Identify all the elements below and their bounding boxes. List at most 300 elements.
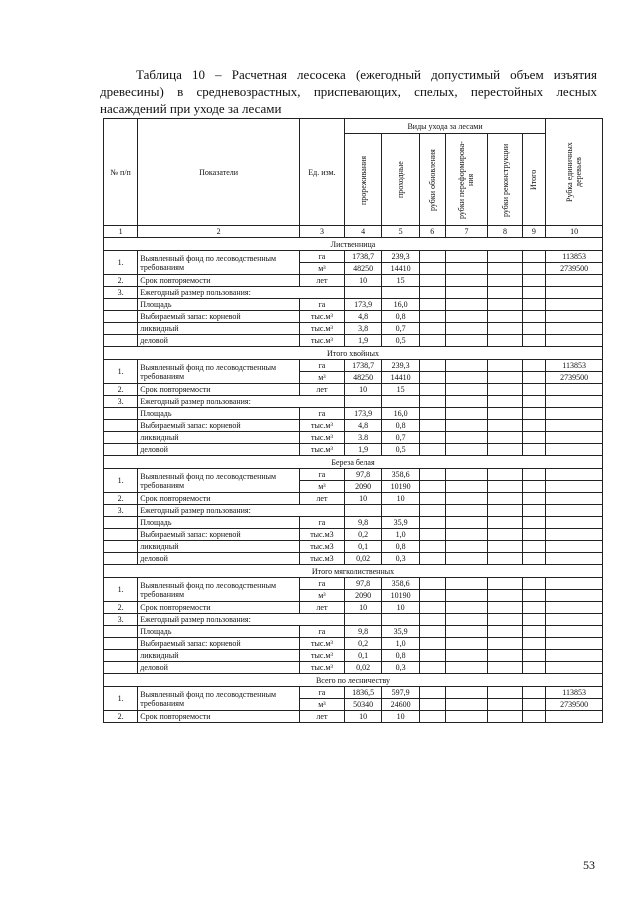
row-number: 2. — [104, 384, 138, 396]
empty-cell — [104, 553, 138, 565]
empty-cell — [382, 614, 419, 626]
empty-cell — [488, 638, 522, 650]
table-row — [104, 505, 603, 517]
empty-cell — [104, 408, 138, 420]
value-cell: 0,8 — [382, 420, 419, 432]
empty-cell — [344, 505, 381, 517]
table-row — [104, 553, 603, 565]
empty-cell — [104, 323, 138, 335]
unit: га — [299, 408, 344, 420]
value-cell: 10 — [382, 493, 419, 505]
care-type-header: Итого — [522, 134, 546, 226]
section-header: Итого мягколиственных — [104, 565, 603, 578]
empty-cell — [522, 360, 546, 372]
value-cell: 50340 — [344, 699, 381, 711]
value-cell: 0,7 — [382, 323, 419, 335]
indicator-label: Выявленный фонд по лесоводственным требованиям — [138, 687, 300, 711]
empty-cell — [522, 638, 546, 650]
row-number: 2. — [104, 493, 138, 505]
table-row — [104, 602, 603, 614]
indicator-label: Выявленный фонд по лесоводственным требованиям — [138, 360, 300, 384]
empty-cell — [488, 614, 522, 626]
empty-cell — [488, 505, 522, 517]
col-num-header: № п/п — [104, 119, 138, 226]
empty-cell — [445, 372, 488, 384]
empty-cell — [419, 699, 445, 711]
table-row — [104, 432, 603, 444]
empty-cell — [445, 420, 488, 432]
empty-cell — [522, 590, 546, 602]
indicator-label: деловой — [138, 553, 300, 565]
value-cell: 113853 — [546, 360, 603, 372]
empty-cell — [445, 311, 488, 323]
empty-cell — [522, 420, 546, 432]
unit: тыс.м3 — [299, 553, 344, 565]
empty-cell — [522, 408, 546, 420]
table-row — [104, 360, 603, 372]
value-cell: 3,8 — [344, 323, 381, 335]
empty-cell — [419, 408, 445, 420]
empty-cell — [522, 311, 546, 323]
table-row — [104, 335, 603, 347]
table-row — [104, 444, 603, 456]
empty-cell — [104, 650, 138, 662]
row-number: 1. — [104, 578, 138, 602]
empty-cell — [488, 590, 522, 602]
empty-cell — [104, 335, 138, 347]
indicator-label: Площадь — [138, 299, 300, 311]
column-number: 5 — [382, 226, 419, 238]
empty-cell — [546, 287, 603, 299]
care-type-header: проходные — [382, 134, 419, 226]
empty-cell — [522, 275, 546, 287]
empty-cell — [488, 335, 522, 347]
unit: лет — [299, 711, 344, 723]
empty-cell — [445, 493, 488, 505]
value-cell: 10 — [382, 602, 419, 614]
empty-cell — [445, 287, 488, 299]
table-row — [104, 687, 603, 699]
empty-cell — [419, 481, 445, 493]
empty-cell — [445, 650, 488, 662]
unit: м³ — [299, 590, 344, 602]
empty-cell — [382, 287, 419, 299]
unit: тыс.м³ — [299, 650, 344, 662]
empty-cell — [522, 432, 546, 444]
empty-cell — [419, 311, 445, 323]
value-cell: 0,02 — [344, 662, 381, 674]
indicator-label: Выбираемый запас: корневой — [138, 420, 300, 432]
value-cell: 10 — [344, 275, 381, 287]
empty-cell — [522, 553, 546, 565]
care-type-header: рубки переформирова-ния — [445, 134, 488, 226]
empty-cell — [445, 687, 488, 699]
unit: тыс.м³ — [299, 335, 344, 347]
value-cell: 16,0 — [382, 299, 419, 311]
column-number: 10 — [546, 226, 603, 238]
indicator-label: Выбираемый запас: корневой — [138, 311, 300, 323]
empty-cell — [546, 432, 603, 444]
value-cell: 4,8 — [344, 311, 381, 323]
value-cell: 239,3 — [382, 251, 419, 263]
empty-cell — [104, 517, 138, 529]
empty-cell — [419, 420, 445, 432]
row-number: 1. — [104, 687, 138, 711]
empty-cell — [488, 553, 522, 565]
unit: га — [299, 626, 344, 638]
value-cell: 2739500 — [546, 699, 603, 711]
empty-cell — [546, 444, 603, 456]
empty-cell — [488, 251, 522, 263]
empty-cell — [488, 650, 522, 662]
empty-cell — [445, 299, 488, 311]
empty-cell — [104, 638, 138, 650]
empty-cell — [488, 711, 522, 723]
value-cell: 15 — [382, 275, 419, 287]
unit: га — [299, 360, 344, 372]
indicator-label: Выявленный фонд по лесоводственным требованиям — [138, 578, 300, 602]
row-number: 3. — [104, 287, 138, 299]
empty-cell — [546, 650, 603, 662]
table-row — [104, 469, 603, 481]
table-row — [104, 396, 603, 408]
unit: тыс.м3 — [299, 541, 344, 553]
indicator-label: деловой — [138, 662, 300, 674]
indicator-label: Срок повторяемости — [138, 602, 300, 614]
empty-cell — [419, 384, 445, 396]
table-row — [104, 238, 603, 251]
empty-cell — [382, 505, 419, 517]
empty-cell — [419, 662, 445, 674]
empty-cell — [419, 578, 445, 590]
table-row — [104, 420, 603, 432]
indicator-label: деловой — [138, 444, 300, 456]
unit: га — [299, 299, 344, 311]
unit: га — [299, 578, 344, 590]
value-cell: 0,1 — [344, 650, 381, 662]
empty-cell — [546, 505, 603, 517]
indicator-label: Выявленный фонд по лесоводственным требованиям — [138, 469, 300, 493]
care-type-header: рубки реконструкции — [488, 134, 522, 226]
empty-cell — [546, 553, 603, 565]
empty-cell — [445, 529, 488, 541]
value-cell: 1,9 — [344, 444, 381, 456]
table-caption — [100, 66, 597, 117]
indicator-label: ликвидный — [138, 432, 300, 444]
value-cell: 97,8 — [344, 469, 381, 481]
indicator-label: Выбираемый запас: корневой — [138, 529, 300, 541]
empty-cell — [419, 505, 445, 517]
unit: тыс.м³ — [299, 323, 344, 335]
value-cell: 358,6 — [382, 578, 419, 590]
empty-cell — [546, 275, 603, 287]
table-row — [104, 674, 603, 687]
value-cell: 14410 — [382, 372, 419, 384]
unit: м³ — [299, 481, 344, 493]
empty-cell — [522, 578, 546, 590]
care-type-header: прореживания — [344, 134, 381, 226]
empty-cell — [546, 517, 603, 529]
empty-cell — [419, 432, 445, 444]
empty-cell — [522, 626, 546, 638]
empty-cell — [445, 408, 488, 420]
value-cell: 173,9 — [344, 408, 381, 420]
value-cell: 358,6 — [382, 469, 419, 481]
row-number: 3. — [104, 505, 138, 517]
empty-cell — [488, 687, 522, 699]
empty-cell — [546, 662, 603, 674]
empty-cell — [419, 517, 445, 529]
empty-cell — [419, 372, 445, 384]
empty-cell — [522, 687, 546, 699]
empty-cell — [419, 275, 445, 287]
empty-cell — [546, 493, 603, 505]
row-number: 2. — [104, 711, 138, 723]
value-cell: 2090 — [344, 590, 381, 602]
value-cell — [546, 481, 603, 493]
empty-cell — [546, 335, 603, 347]
row-number: 2. — [104, 602, 138, 614]
empty-cell — [344, 396, 381, 408]
empty-cell — [104, 529, 138, 541]
value-cell: 97,8 — [344, 578, 381, 590]
empty-cell — [546, 626, 603, 638]
empty-cell — [488, 432, 522, 444]
empty-cell — [546, 711, 603, 723]
value-cell: 10 — [344, 711, 381, 723]
empty-cell — [445, 662, 488, 674]
empty-cell — [488, 323, 522, 335]
empty-cell — [546, 384, 603, 396]
table-row — [104, 517, 603, 529]
empty-cell — [445, 481, 488, 493]
value-cell: 0,5 — [382, 335, 419, 347]
empty-cell — [546, 408, 603, 420]
unit: тыс.м³ — [299, 432, 344, 444]
table-row — [104, 311, 603, 323]
empty-cell — [488, 372, 522, 384]
value-cell: 1738,7 — [344, 251, 381, 263]
table-row — [104, 251, 603, 263]
empty-cell — [445, 602, 488, 614]
empty-cell — [488, 420, 522, 432]
value-cell: 16,0 — [382, 408, 419, 420]
section-header: Итого хвойных — [104, 347, 603, 360]
unit: лет — [299, 275, 344, 287]
table-row — [104, 456, 603, 469]
value-cell: 0,3 — [382, 553, 419, 565]
indicator-label: Ежегодный размер пользования: — [138, 614, 345, 626]
row-number: 1. — [104, 469, 138, 493]
table-row — [104, 578, 603, 590]
empty-cell — [488, 529, 522, 541]
indicator-label: Ежегодный размер пользования: — [138, 287, 345, 299]
col-indicator-header: Показатели — [138, 119, 300, 226]
caption-text: Таблица 10 – Расчетная лесосека (ежегодный допустимый объем изъятия древесины) в средневозрастных, приспевающих, спелых, перестойных лесных насаждений при уходе за лесами — [100, 67, 597, 116]
empty-cell — [344, 287, 381, 299]
value-cell: 2739500 — [546, 263, 603, 275]
value-cell: 0,2 — [344, 638, 381, 650]
value-cell: 2739500 — [546, 372, 603, 384]
empty-cell — [344, 614, 381, 626]
empty-cell — [445, 396, 488, 408]
empty-cell — [546, 541, 603, 553]
empty-cell — [445, 263, 488, 275]
value-cell: 1836,5 — [344, 687, 381, 699]
indicator-label: ликвидный — [138, 541, 300, 553]
col-unit-header: Ед. изм. — [299, 119, 344, 226]
empty-cell — [104, 662, 138, 674]
empty-cell — [488, 384, 522, 396]
column-number: 2 — [138, 226, 300, 238]
empty-cell — [445, 275, 488, 287]
row-number: 1. — [104, 360, 138, 384]
value-cell: 9,8 — [344, 626, 381, 638]
indicator-label: Площадь — [138, 408, 300, 420]
empty-cell — [522, 517, 546, 529]
empty-cell — [522, 650, 546, 662]
empty-cell — [522, 541, 546, 553]
empty-cell — [419, 590, 445, 602]
column-number: 3 — [299, 226, 344, 238]
unit: тыс.м³ — [299, 311, 344, 323]
empty-cell — [445, 517, 488, 529]
empty-cell — [445, 699, 488, 711]
empty-cell — [546, 323, 603, 335]
indicator-label: Ежегодный размер пользования: — [138, 505, 345, 517]
empty-cell — [522, 263, 546, 275]
unit: тыс.м³ — [299, 662, 344, 674]
empty-cell — [445, 469, 488, 481]
empty-cell — [445, 711, 488, 723]
indicator-label: Срок повторяемости — [138, 275, 300, 287]
empty-cell — [522, 335, 546, 347]
empty-cell — [546, 396, 603, 408]
empty-cell — [522, 614, 546, 626]
value-cell: 0,1 — [344, 541, 381, 553]
value-cell: 10 — [382, 711, 419, 723]
column-number: 1 — [104, 226, 138, 238]
allowable-cut-table — [103, 118, 603, 723]
value-cell: 0,3 — [382, 662, 419, 674]
value-cell: 14410 — [382, 263, 419, 275]
empty-cell — [522, 287, 546, 299]
table-row — [104, 541, 603, 553]
empty-cell — [445, 251, 488, 263]
indicator-label: Площадь — [138, 517, 300, 529]
table-row — [104, 565, 603, 578]
empty-cell — [522, 323, 546, 335]
empty-cell — [522, 662, 546, 674]
empty-cell — [488, 396, 522, 408]
unit: га — [299, 517, 344, 529]
value-cell: 0,5 — [382, 444, 419, 456]
value-cell — [546, 590, 603, 602]
empty-cell — [522, 444, 546, 456]
value-cell: 4,8 — [344, 420, 381, 432]
value-cell: 1,0 — [382, 529, 419, 541]
empty-cell — [104, 420, 138, 432]
empty-cell — [522, 481, 546, 493]
indicator-label: Площадь — [138, 626, 300, 638]
empty-cell — [546, 638, 603, 650]
unit: м³ — [299, 699, 344, 711]
value-cell: 24600 — [382, 699, 419, 711]
value-cell: 0,7 — [382, 432, 419, 444]
empty-cell — [445, 626, 488, 638]
unit: га — [299, 251, 344, 263]
value-cell: 1,9 — [344, 335, 381, 347]
empty-cell — [522, 384, 546, 396]
col-single-trees-header: Рубка единичных деревьев — [546, 119, 603, 226]
empty-cell — [419, 493, 445, 505]
column-number: 8 — [488, 226, 522, 238]
empty-cell — [488, 444, 522, 456]
empty-cell — [522, 493, 546, 505]
empty-cell — [546, 529, 603, 541]
empty-cell — [419, 263, 445, 275]
unit: м³ — [299, 263, 344, 275]
value-cell: 10 — [344, 384, 381, 396]
value-cell: 35,9 — [382, 626, 419, 638]
empty-cell — [419, 553, 445, 565]
table-row — [104, 493, 603, 505]
empty-cell — [546, 614, 603, 626]
table-row — [104, 275, 603, 287]
empty-cell — [104, 541, 138, 553]
empty-cell — [419, 469, 445, 481]
empty-cell — [522, 469, 546, 481]
empty-cell — [419, 541, 445, 553]
table-row — [104, 650, 603, 662]
indicator-label: Выявленный фонд по лесоводственным требованиям — [138, 251, 300, 275]
empty-cell — [488, 263, 522, 275]
page-number: 53 — [583, 858, 595, 872]
empty-cell — [419, 711, 445, 723]
empty-cell — [445, 444, 488, 456]
empty-cell — [546, 602, 603, 614]
empty-cell — [445, 384, 488, 396]
unit: га — [299, 687, 344, 699]
empty-cell — [419, 614, 445, 626]
empty-cell — [419, 444, 445, 456]
empty-cell — [488, 469, 522, 481]
column-number: 9 — [522, 226, 546, 238]
unit: тыс.м3 — [299, 529, 344, 541]
unit: га — [299, 469, 344, 481]
empty-cell — [419, 396, 445, 408]
value-cell: 3.8 — [344, 432, 381, 444]
indicator-label: Выбираемый запас: корневой — [138, 638, 300, 650]
empty-cell — [522, 396, 546, 408]
empty-cell — [104, 432, 138, 444]
value-cell: 0,2 — [344, 529, 381, 541]
unit: м³ — [299, 372, 344, 384]
section-header: Береза белая — [104, 456, 603, 469]
table-row — [104, 384, 603, 396]
value-cell: 597,9 — [382, 687, 419, 699]
table-row — [104, 638, 603, 650]
empty-cell — [419, 251, 445, 263]
row-number: 1. — [104, 251, 138, 275]
empty-cell — [445, 578, 488, 590]
indicator-label: Срок повторяемости — [138, 493, 300, 505]
empty-cell — [488, 287, 522, 299]
empty-cell — [522, 602, 546, 614]
value-cell: 10 — [344, 602, 381, 614]
indicator-label: ликвидный — [138, 323, 300, 335]
value-cell — [546, 469, 603, 481]
